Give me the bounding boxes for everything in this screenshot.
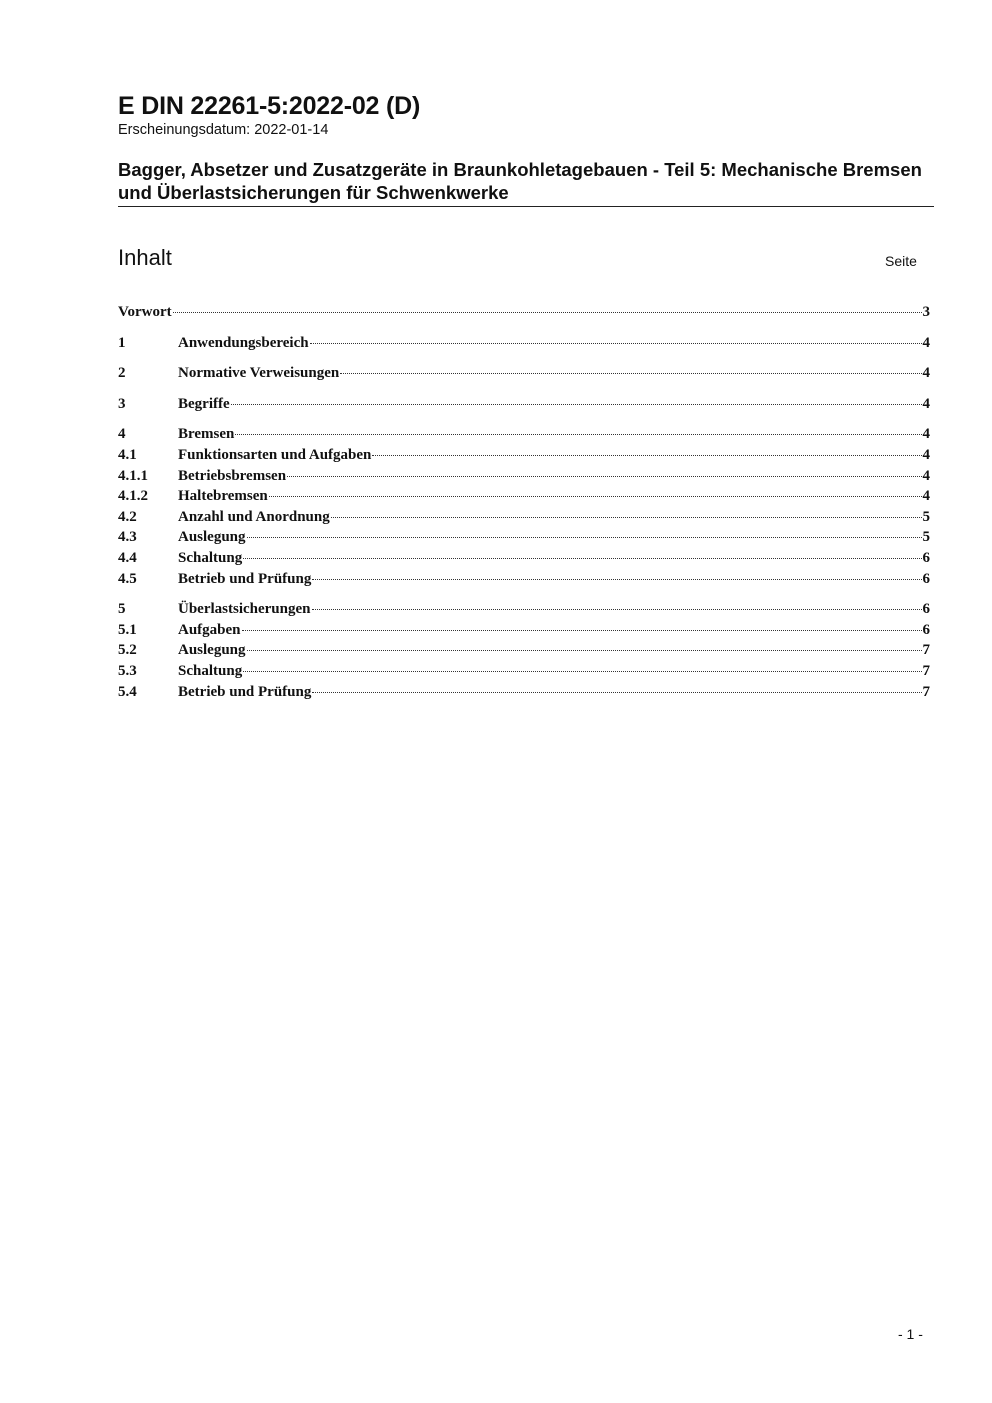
toc-entry-number: 4.2: [118, 508, 137, 525]
toc-entry-label: Überlastsicherungen: [178, 601, 311, 618]
toc-entry-page: 5: [922, 508, 930, 525]
toc-entry-label: Haltebremsen: [178, 488, 268, 505]
toc-entry-page: 4: [922, 488, 930, 505]
toc-entry[interactable]: [118, 550, 930, 571]
toc-entry-page: 4: [922, 395, 930, 412]
toc-entry-number: 3: [118, 395, 126, 412]
toc-entry[interactable]: [118, 335, 930, 356]
toc-dot-leader: [173, 312, 922, 313]
toc-entry[interactable]: [118, 365, 930, 386]
toc-entry-page: 4: [922, 467, 930, 484]
toc-entry-number: 5.1: [118, 621, 137, 638]
toc-entry-page: 4: [922, 365, 930, 382]
toc-entry[interactable]: [118, 684, 930, 705]
toc-dot-leader: [243, 558, 921, 559]
toc-entry-label: Auslegung: [178, 642, 246, 659]
toc-entry-label: Auslegung: [178, 529, 246, 546]
toc-entry-number: 5.4: [118, 683, 137, 700]
toc-dot-leader: [242, 630, 922, 631]
toc-dot-leader: [340, 373, 921, 374]
toc-entry-label: Schaltung: [178, 549, 243, 566]
toc-dot-leader: [287, 476, 921, 477]
toc-entry-page: 7: [922, 662, 930, 679]
toc-entry[interactable]: [118, 426, 930, 447]
toc-entry-label: Vorwort: [118, 304, 172, 320]
toc-entry-number: 5.2: [118, 642, 137, 659]
toc-dot-leader: [312, 692, 921, 693]
toc-entry-number: 4: [118, 426, 126, 443]
toc-entry[interactable]: [118, 529, 930, 550]
toc-entry-label: Funktionsarten und Aufgaben: [178, 446, 372, 463]
toc-entry[interactable]: [118, 601, 930, 622]
toc-dot-leader: [231, 404, 922, 405]
toc-entry-page: 3: [922, 304, 930, 320]
toc-entry[interactable]: [118, 447, 930, 468]
toc-entry[interactable]: [118, 468, 930, 489]
toc-page-column-label: Seite: [885, 253, 917, 269]
toc-dot-leader: [310, 343, 922, 344]
toc-entry-number: 1: [118, 334, 126, 351]
publication-date: Erscheinungsdatum: 2022-01-14: [118, 122, 329, 138]
toc-entry-number: 4.3: [118, 529, 137, 546]
toc-entry-label: Schaltung: [178, 662, 243, 679]
table-of-contents: [118, 304, 930, 704]
toc-entry[interactable]: [118, 663, 930, 684]
toc-dot-leader: [331, 517, 922, 518]
toc-entry[interactable]: [118, 571, 930, 592]
toc-entry-number: 2: [118, 365, 126, 382]
toc-dot-leader: [247, 650, 922, 651]
toc-entry-label: Aufgaben: [178, 621, 241, 638]
toc-entry-label: Begriffe: [178, 395, 230, 412]
toc-dot-leader: [235, 434, 921, 435]
toc-entry-number: 4.5: [118, 570, 137, 587]
toc-entry[interactable]: [118, 396, 930, 417]
toc-dot-leader: [312, 579, 921, 580]
toc-entry-label: Anwendungsbereich: [178, 334, 309, 351]
toc-entry-label: Betrieb und Prüfung: [178, 683, 312, 700]
toc-entry-label: Betrieb und Prüfung: [178, 570, 312, 587]
toc-dot-leader: [243, 671, 921, 672]
document-title: Bagger, Absetzer und Zusatzgeräte in Braunkohletagebauen - Teil 5: Mechanische Bremsen und Überlastsicherungen für Schwenkwerke: [118, 159, 922, 203]
toc-entry-label: Betriebsbremsen: [178, 467, 287, 484]
toc-entry-number: 5: [118, 601, 126, 618]
toc-entry-page: 6: [922, 621, 930, 638]
toc-dot-leader: [312, 609, 922, 610]
page-number: - 1 -: [898, 1326, 923, 1342]
toc-entry[interactable]: [118, 304, 930, 325]
toc-entry-number: 4.4: [118, 549, 137, 566]
toc-entry-number: 4.1: [118, 446, 137, 463]
toc-dot-leader: [247, 537, 922, 538]
toc-entry[interactable]: [118, 642, 930, 663]
toc-entry-page: 7: [922, 683, 930, 700]
title-divider: [118, 206, 934, 207]
toc-entry-page: 6: [922, 549, 930, 566]
toc-dot-leader: [372, 455, 921, 456]
toc-entry-page: 7: [922, 642, 930, 659]
document-id: E DIN 22261-5:2022-02 (D): [118, 92, 421, 120]
toc-dot-leader: [269, 496, 922, 497]
toc-entry-label: Bremsen: [178, 426, 235, 443]
toc-entry-label: Anzahl und Anordnung: [178, 508, 330, 525]
toc-entry-page: 4: [922, 446, 930, 463]
toc-entry[interactable]: [118, 622, 930, 643]
toc-entry-page: 5: [922, 529, 930, 546]
toc-entry-number: 4.1.1: [118, 467, 148, 484]
toc-entry-page: 4: [922, 334, 930, 351]
toc-heading: Inhalt: [118, 245, 172, 270]
toc-entry-page: 6: [922, 570, 930, 587]
toc-entry-page: 4: [922, 426, 930, 443]
toc-entry-label: Normative Verweisungen: [178, 365, 340, 382]
toc-entry-page: 6: [922, 601, 930, 618]
toc-entry-number: 4.1.2: [118, 488, 148, 505]
toc-entry[interactable]: [118, 488, 930, 509]
toc-entry[interactable]: [118, 509, 930, 530]
toc-entry-number: 5.3: [118, 662, 137, 679]
